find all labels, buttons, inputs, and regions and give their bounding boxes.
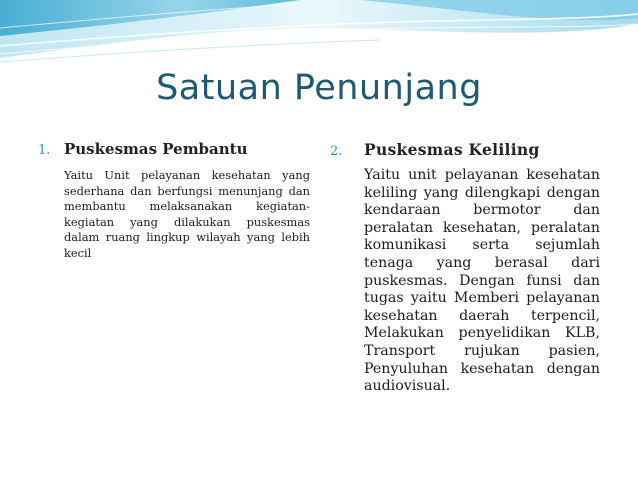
item-heading: Puskesmas Pembantu [64, 140, 248, 158]
item-heading-row [330, 140, 600, 159]
list-number: 2. [330, 144, 343, 159]
list-number: 1. [38, 143, 51, 158]
item-puskesmas-keliling [330, 140, 600, 396]
item-puskesmas-pembantu [38, 140, 310, 262]
item-description: Yaitu unit pelayanan kesehatan keliling yang dilengkapi dengan kendaraan bermotor dan peralatan kesehatan, peralatan komunikasi serta sejumlah tenaga yang berasal dari puskesmas. Dengan funsi dan tugas yaitu Memberi pelayanan kesehatan daerah terpencil, Melakukan penyelidikan KLB, Transport rujukan pasien, Penyuluhan kesehatan dengan audiovisual. [364, 167, 600, 395]
item-heading-row [38, 140, 310, 158]
item-heading: Puskesmas Keliling [364, 140, 540, 159]
item-description: Yaitu Unit pelayanan kesehatan yang sederhana dan berfungsi menunjang dan membantu melaksanakan kegiatan-kegiatan yang dilakukan puskesmas dalam ruang lingkup wilayah yang lebih kecil [64, 168, 310, 260]
slide-title: Satuan Penunjang [156, 68, 482, 108]
